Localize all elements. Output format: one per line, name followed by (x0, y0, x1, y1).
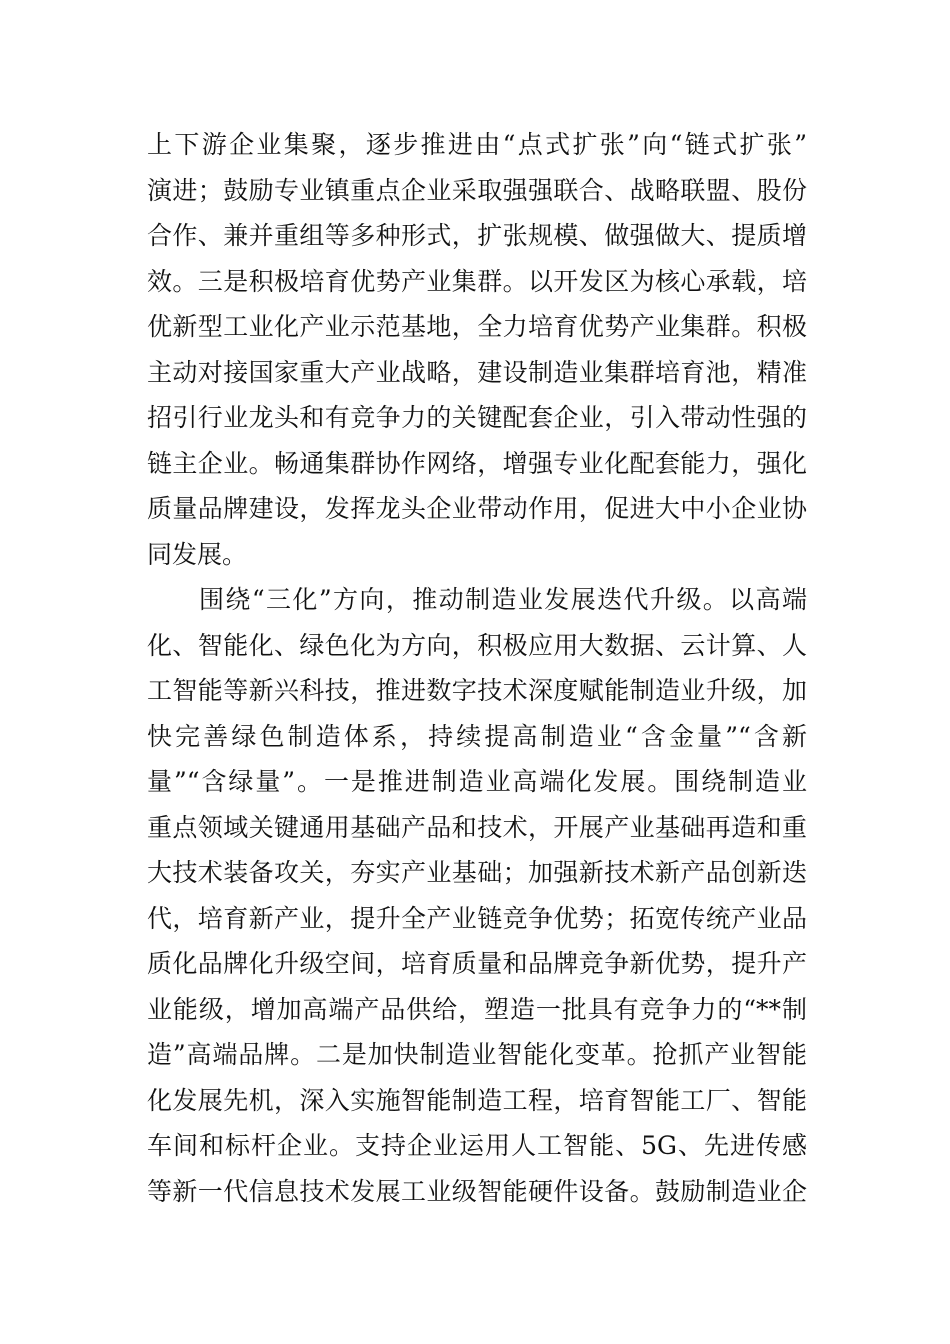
text-line: 效。三是积极培育优势产业集群。以开发区为核心承载，培 (147, 266, 807, 296)
text-line: 上下游企业集聚，逐步推进由“点式扩张”向“链式扩张” (147, 130, 807, 159)
text-line: 优新型工业化产业示范基地，全力培育优势产业集群。积极 (147, 312, 807, 341)
text-line: 重点领域关键通用基础产品和技术，开展产业基础再造和重 (147, 812, 807, 842)
text-line: 同发展。 (147, 539, 248, 569)
text-line: 质量品牌建设，发挥龙头企业带动作用，促进大中小企业协 (147, 494, 807, 523)
text-line: 快完善绿色制造体系，持续提高制造业“含金量”“含新 (147, 721, 807, 751)
text-line: 合作、兼并重组等多种形式，扩张规模、做强做大、提质增 (147, 221, 807, 250)
text-line: 质化品牌化升级空间，培育质量和品牌竞争新优势，提升产 (147, 949, 807, 978)
text-line: 工智能等新兴科技，推进数字技术深度赋能制造业升级，加 (147, 676, 807, 705)
text-line: 量”“含绿量”。一是推进制造业高端化发展。围绕制造业 (147, 767, 807, 796)
text-line: 主动对接国家重大产业战略，建设制造业集群培育池，精准 (147, 357, 807, 387)
text-line: 招引行业龙头和有竞争力的关键配套企业，引入带动性强的 (147, 403, 807, 432)
paragraph (147, 122, 807, 577)
text-line: 化发展先机，深入实施智能制造工程，培育智能工厂、智能 (147, 1085, 807, 1115)
text-line: 代，培育新产业，提升全产业链竞争优势；拓宽传统产业品 (147, 903, 807, 933)
text-line: 大技术装备攻关，夯实产业基础；加强新技术新产品创新迭 (147, 858, 807, 887)
text-line: 车间和标杆企业。支持企业运用人工智能、5G、先进传感 (147, 1131, 807, 1160)
paragraph (147, 577, 807, 1214)
text-line: 等新一代信息技术发展工业级智能硬件设备。鼓励制造业企 (147, 1176, 807, 1206)
text-line: 链主企业。畅通集群协作网络，增强专业化配套能力，强化 (147, 448, 807, 478)
text-line: 业能级，增加高端产品供给，塑造一批具有竞争力的“**制 (147, 994, 807, 1024)
body-text (147, 122, 807, 1214)
text-line: 造”高端品牌。二是加快制造业智能化变革。抢抓产业智能 (147, 1040, 807, 1069)
text-line: 围绕“三化”方向，推动制造业发展迭代升级。以高端 (199, 585, 807, 614)
text-line: 演进；鼓励专业镇重点企业采取强强联合、战略联盟、股份 (147, 175, 807, 205)
text-line: 化、智能化、绿色化为方向，积极应用大数据、云计算、人 (147, 630, 807, 660)
